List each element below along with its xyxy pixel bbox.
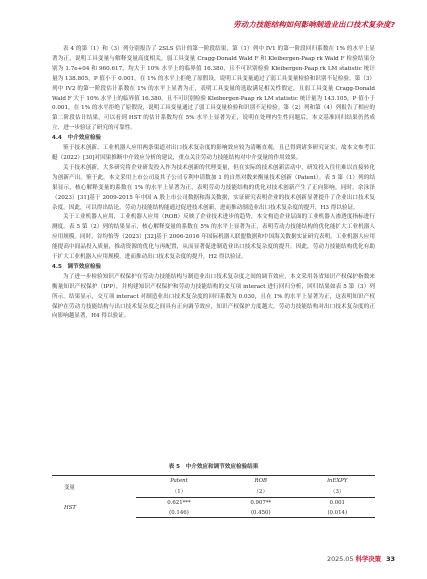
- paragraph: 关于工业机器人应用，工业机器人应用（ROB）反映了企业技术进步的趋势，本文构造企业层面的工业机器人渗透度指标进行测度。表 5 第（2）列的结果显示，核心解释变量的系数在 5% 的水平上显著为正，表明劳动力技能结构的优化能扩大工业机器人应用规模。同时，谷均怡等（2023）[32]基于 2006-2016 年国际机器人联盟数据和中国海关数据实证研究表明，工业机器人应用能提高中间品投入质量，推动资源的优化与再配置，从而显著促进制造业出口技术复杂度的提升。因此，劳动力技能结构优化有助于扩大工业机器人应用规模，进而推动出口技术复杂度的提升，H2 得以验证。: [52, 214, 375, 261]
- table-cell-coef: 0.001: [329, 499, 345, 506]
- table-col-number: （1）: [136, 486, 222, 498]
- table-col-header: lnEXPY: [300, 476, 375, 486]
- issue-date: 2025.05: [327, 555, 354, 563]
- table-cell-se: (0.146): [136, 508, 222, 518]
- table-cell-se: (0.014): [300, 508, 375, 518]
- table-col-header: Patent: [136, 476, 222, 486]
- table-col-number: （2）: [222, 486, 300, 498]
- paragraph: 表 4 的第（1）和（3）列分别报告了 2SLS 估计的第一阶段结果，第（1）列中 IV1 的第一阶段回归系数在 1% 的水平上显著为正，说明工具变量与解释变量高度相关，弱工具变量 Cragg-Donald Wald F 和 Kleibergen-Paap rk Wald F 检验结果分别为 1.7e+04 和 960.617，均大于 10% 水平上的临界值 16.380，且不可识别检验 Kleibergen-Paap rk LM statistic 统计量为 138.805，P 值小于 0.001，在 1% 的水平上拒绝了原假设，说明工具变量通过了弱工具变量检验和识别不足检验。第（3）列中 IV2 的第一阶段估计系数在 1% 的水平上显著为正，表明工具变量的选取满足相关性假定，且弱工具变量 Cragg-Donald Wald F 大于 10% 水平上的临界值 16.380，且不可识别检验 Kleibergen-Paap rk LM statistic 统计量为 143.105，P 值小于 0.001，在 1% 的水平拒绝了原假设，说明工具变量通过了弱工具变量检验和识别不足检验。第（2）列和第（4）列报告了相应的第二阶段估计结果，可以看到 HST 的估计系数均在 5% 水平上显著为正，说明在处理内生性问题后，本文基准回归结果仍然成立，进一步验证了研究的可靠性。: [52, 46, 375, 132]
- page-footer: [327, 554, 395, 563]
- table-row: [52, 498, 375, 508]
- section-heading-4-4: 4.4 中介效应检验: [52, 135, 102, 142]
- results-table: [52, 475, 375, 518]
- table-cell-coef: 0.907**: [250, 499, 272, 506]
- table-row-var: HST: [64, 504, 76, 511]
- table-title: 表 5 中介效应和调节效应检验结果: [168, 464, 259, 470]
- section-heading-4-5: 4.5 调节效应检验: [52, 263, 102, 270]
- journal-name: 科学决策: [355, 555, 382, 563]
- table-col-header: ROB: [222, 476, 300, 486]
- page-number: 33: [386, 555, 395, 563]
- paragraph: 关于技术创新，大多研究将企业研发投入作为技术创新的代理变量，但在实际的技术创新活动中，研发投入往往难以直接转化为创新产出。鉴于此，本文采用上市公司及其子公司专利申请数加 1 的自然对数来衡量技术创新（Patent）。表 5 第（1）列的结果显示，核心解释变量的系数在 1% 的水平上显著为正，表明劳动力技能结构的优化对技术创新产生了正向影响。同时，余泳泽（2023）[31]基于 2009-2015 年中国 A 股上市公司数据和海关数据，实证研究表明企业的技术创新显著提升了企业出口技术复杂度。因此，可以得出结论，劳动力技能结构能通过促进技术创新，进而推动制造业出口技术复杂度的提升，H3 得以验证。: [52, 164, 375, 211]
- paragraph: 鉴于技术创新、工业机器人应用两条渠道对出口技术复杂度的影响效应较为清晰直观，且已得到诸多研究证实，故本文参考江艇（2022）[30]对因果推断中介效应分析的建议，重点关注劳动力技能结构对中介变量的作用效果。: [52, 145, 375, 161]
- table-var-header: 变量: [52, 476, 136, 498]
- article-body: [52, 45, 375, 322]
- paragraph: 为了进一步检验知识产权保护在劳动力技能结构与制造业出口技术复杂度之间的调节效应，本文采用各省知识产权保护指数来衡量知识产权保护（IPP），并构建知识产权保护和劳动力技能结构的交互项 interact 进行回归分析，回归结果如表 5 第（3）列所示。结果显示，交互项 interact 对制造业出口技术复杂度的回归系数为 0.030，且在 1% 的水平上显著为正，这表明知识产权保护在劳动力技能结构与出口技术复杂度之间具有正向调节效应，知识产权保护力度越大，劳动力技能结构对出口技术复杂度的正向影响越显著，H4 得以验证。: [52, 273, 375, 320]
- table-cell-coef: 0.621***: [167, 499, 191, 506]
- table-header-row: [52, 476, 375, 486]
- running-title: 劳动力技能结构如何影响制造业出口技术复杂度?: [233, 20, 395, 29]
- table-cell-se: (0.450): [222, 508, 300, 518]
- table-col-number: （3）: [300, 486, 375, 498]
